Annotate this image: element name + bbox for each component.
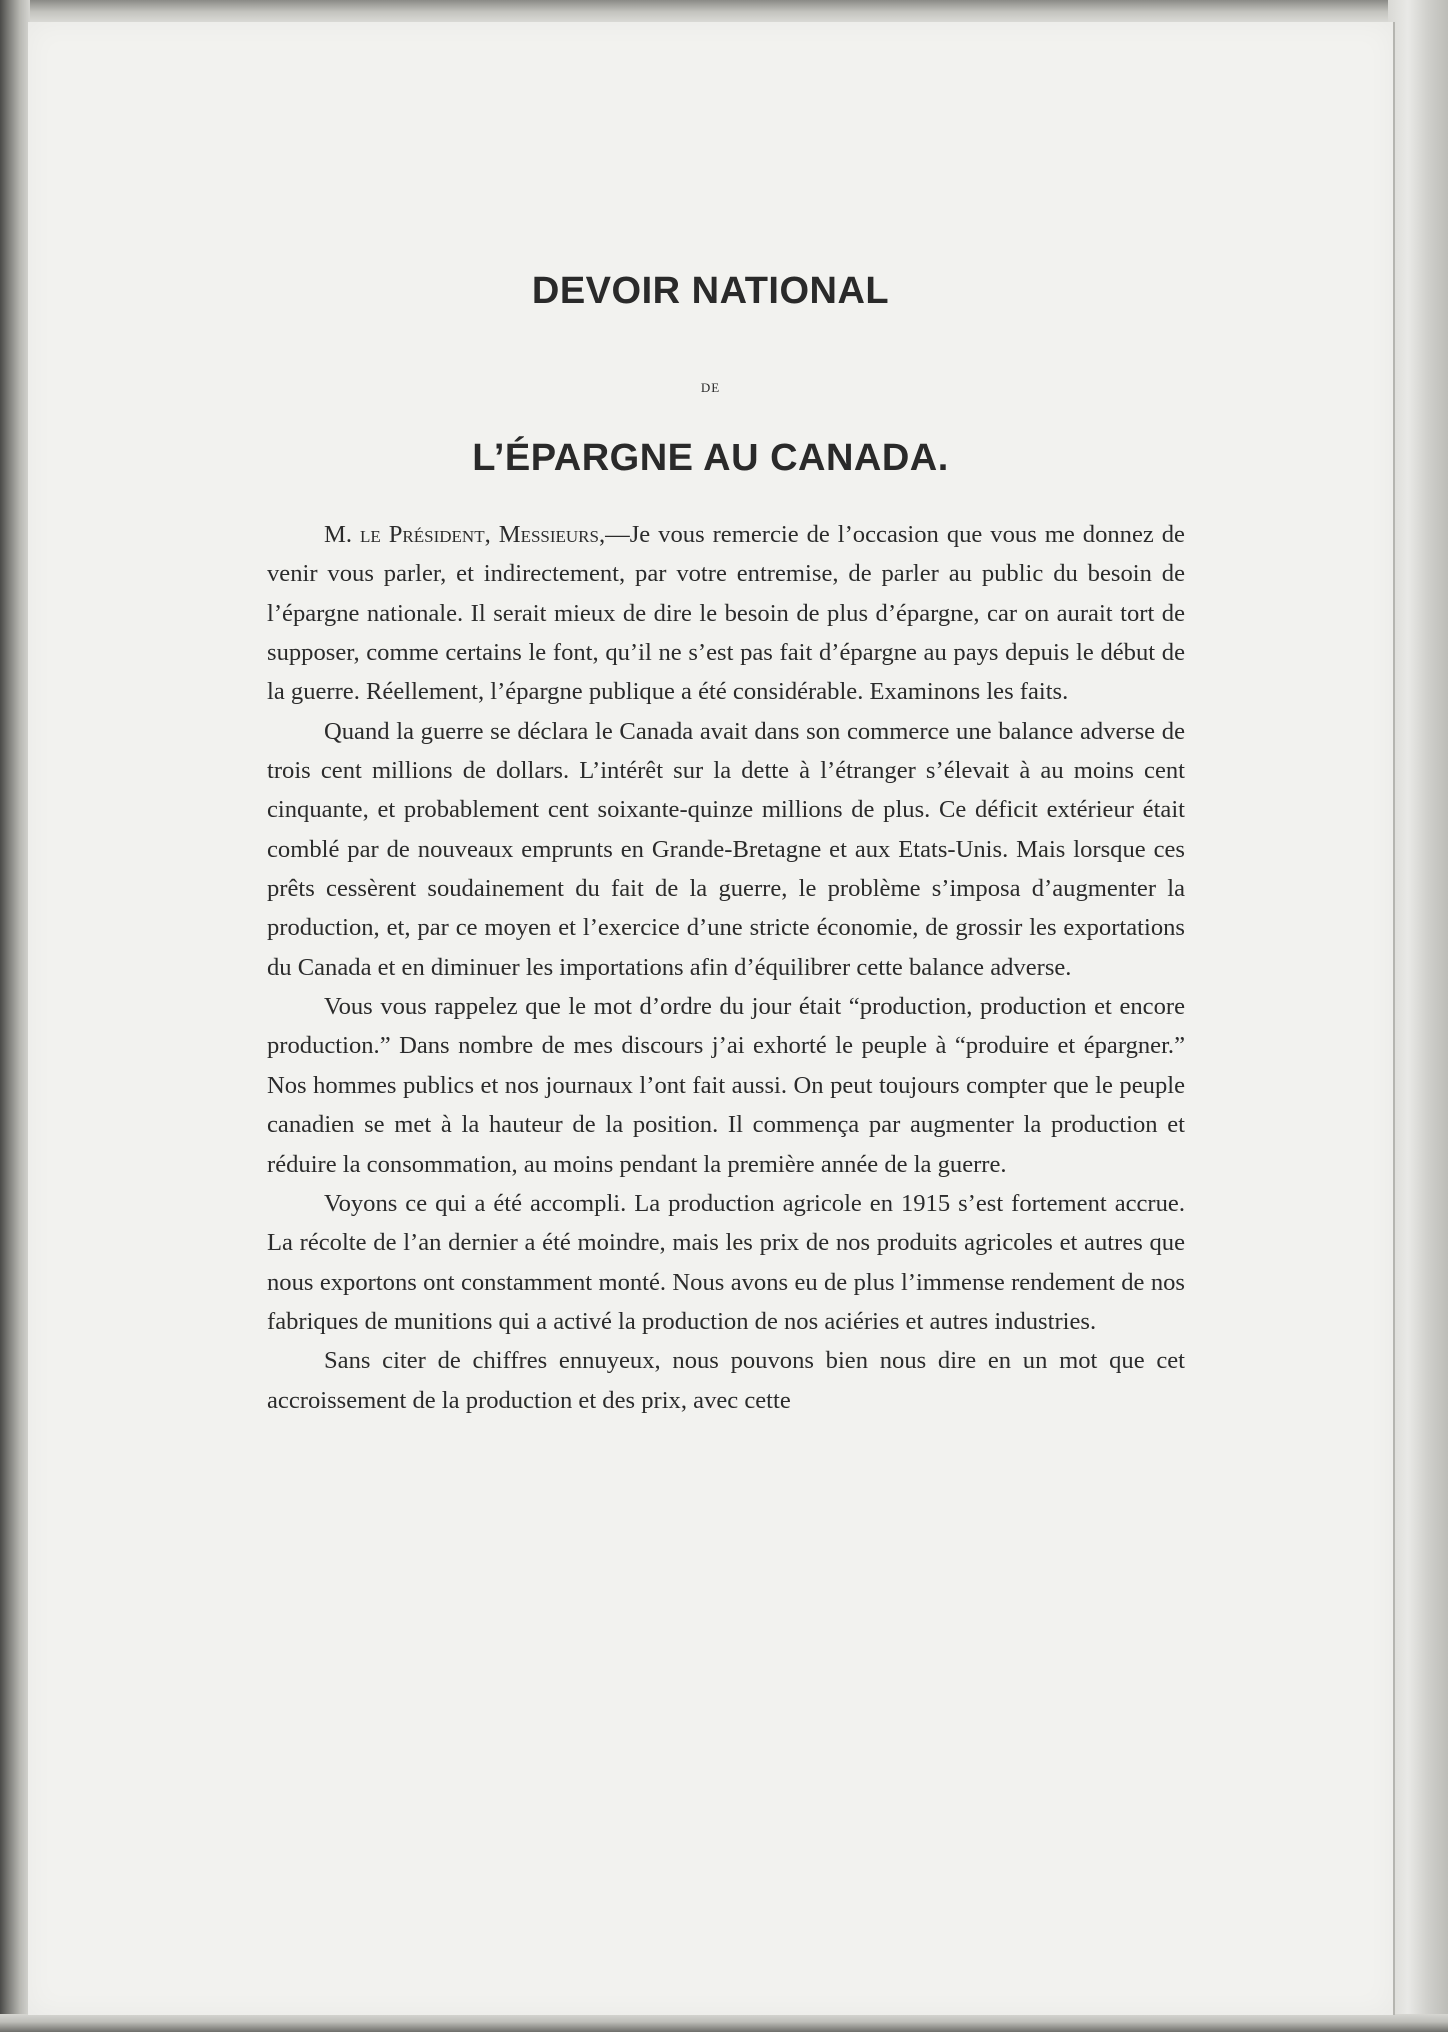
paragraph-3: Vous vous rappelez que le mot d’ordre du jour était “production, production et encore production.” Dans nombre de mes discours j’ai exhorté le peuple à “produire et épargner.” Nos hommes publics et nos journaux l’ont fait aussi. On peut toujours compter que le peuple canadien se met à la hauteur de la position. Il commença par augmenter la production et réduire la consommation, au moins pendant la première année de la guerre. [267, 993, 1185, 1178]
salutation: M. le Président, Messieurs, [324, 521, 606, 548]
paragraph-4: Voyons ce qui a été accompli. La production agricole en 1915 s’est fortement accrue. La récolte de l’an dernier a été moindre, mais les prix de nos produits agricoles et autres que nous exportons ont constamment monté. Nous avons eu de plus l’immense rendement de nos fabriques de munitions qui a activé la production de nos aciéries et autres industries. [267, 1189, 1185, 1335]
title-line-1: DEVOIR NATIONAL [531, 270, 890, 312]
paragraph-1-text: —Je vous remercie de l’occasion que vous me donnez de venir vous parler, et indirectement, par votre entremise, de parler au public du besoin de l’épargne nationale. Il serait mieux de dire le besoin de plus d’épargne, car on aurait tort de supposer, comme certains le font, qu’il ne s’est pas fait d’épargne au pays depuis le début de la guerre. Réellement, l’épargne publique a été considérable. Examinons les faits. [267, 521, 1185, 706]
document-page [28, 22, 1395, 2015]
paragraph-2: Quand la guerre se déclara le Canada avait dans son commerce une balance adverse de trois cent millions de dollars. L’intérêt sur la dette à l’étranger s’élevait à au moins cent cinquante, et probablement cent soixante-quinze millions de plus. Ce déficit extérieur était comblé par de nouveaux emprunts en Grande-Bretagne et aux Etats-Unis. Mais lorsque ces prêts cessèrent soudainement du fait de la guerre, le problème s’imposa d’augmenter la production, et, par ce moyen et l’exercice d’une stricte économie, de grossir les exportations du Canada et en diminuer les importations afin d’équilibrer cette balance adverse. [267, 717, 1185, 981]
right-page-edge [1388, 0, 1448, 2032]
title-line-3: L’ÉPARGNE AU CANADA. [472, 437, 949, 479]
binding-top-edge [0, 0, 1448, 22]
paragraph-1 [267, 515, 1185, 712]
paragraph-5: Sans citer de chiffres ennuyeux, nous pouvons bien nous dire en un mot que cet accroissement de la production et des prix, avec cette [267, 1347, 1185, 1414]
body-text [267, 515, 1185, 1420]
binding-left-edge [0, 0, 30, 2032]
binding-bottom-edge [0, 2014, 1448, 2032]
title-line-2: DE [700, 380, 721, 395]
